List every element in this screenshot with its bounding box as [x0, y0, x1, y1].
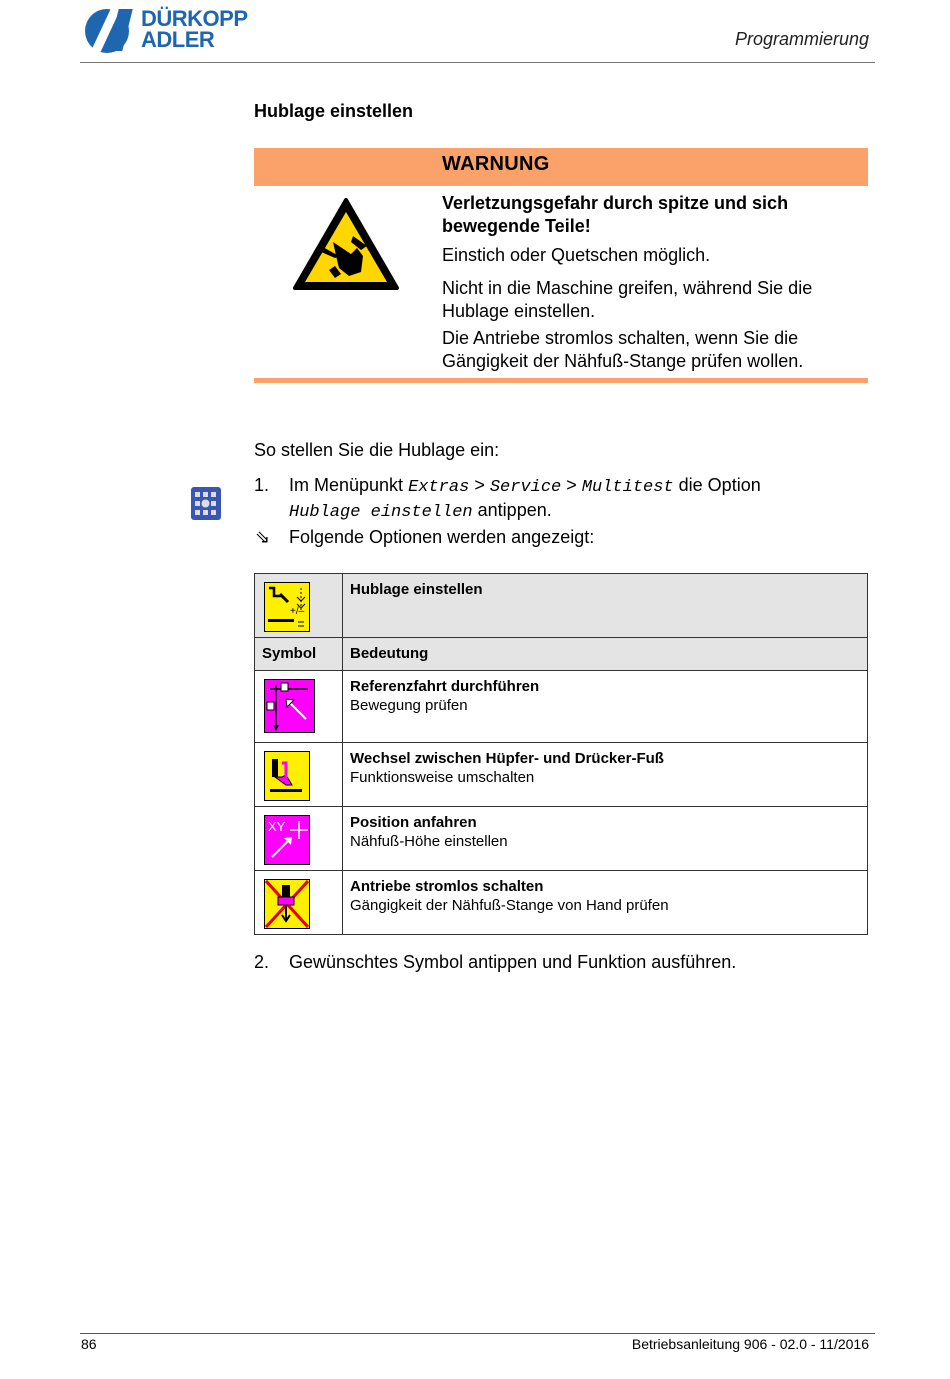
warning-line-1: Einstich oder Quetschen möglich.: [442, 245, 711, 265]
step-1-mid: die Option: [678, 475, 761, 495]
col-symbol-label: Symbol: [262, 645, 317, 662]
warning-header-bar: [254, 148, 868, 186]
warning-line-3: Die Antriebe stromlos schalten, wenn Sie die Gängigkeit der Nähfuß-Stange prüfen wollen.: [442, 328, 804, 371]
reference-run-icon[interactable]: [264, 679, 315, 733]
path-separator: >: [474, 475, 485, 495]
menu-path-extras: Extras: [408, 478, 470, 497]
col-header-symbol: [255, 638, 343, 671]
svg-text:XY: XY: [268, 819, 286, 834]
step-2-number: 2.: [254, 952, 270, 972]
step-2-text: Gewünschtes Symbol antippen und Funktion ausführen.: [289, 952, 737, 972]
brand-wordmark: [141, 8, 248, 50]
result-text: Folgende Optionen werden angezeigt:: [289, 527, 595, 547]
svg-text:+/–: +/–: [290, 606, 305, 617]
options-table: [254, 573, 868, 935]
table-row: [255, 871, 868, 935]
page-title: Hublage einstellen: [254, 101, 414, 121]
hand-crush-warning-icon: [291, 196, 401, 292]
menu-path-service: Service: [489, 478, 562, 497]
table-row: [255, 807, 868, 871]
drives-off-icon[interactable]: [264, 879, 310, 929]
step-1-text: [289, 474, 849, 524]
header-section-title: Programmierung: [734, 29, 869, 49]
row-description: Funktionsweise umschalten: [350, 769, 535, 786]
row-description: Nähfuß-Höhe einstellen: [350, 833, 508, 850]
row-title: Wechsel zwischen Hüpfer- und Drücker-Fuß: [350, 750, 664, 767]
col-header-meaning: [343, 638, 868, 671]
warning-line-2: Nicht in die Maschine greifen, während Sie die Hublage einstellen.: [442, 278, 813, 321]
document-reference: Betriebsanleitung 906 - 02.0 - 11/2016: [631, 1336, 869, 1352]
xy-position-icon[interactable]: [264, 815, 310, 865]
option-name: Hublage einstellen: [289, 503, 473, 522]
footer-divider: [80, 1333, 875, 1334]
title-icon-cell: [255, 574, 343, 638]
table-row: [255, 671, 868, 743]
brand-line-1: DÜRKOPP: [141, 6, 248, 31]
row-description: Gängigkeit der Nähfuß-Stange von Hand prüfen: [350, 897, 669, 914]
menu-path-multitest: Multitest: [581, 478, 674, 497]
intro-text: So stellen Sie die Hublage ein:: [254, 440, 500, 460]
table-title-cell: [343, 574, 868, 638]
symbol-cell: [255, 807, 343, 871]
warning-label: WARNUNG: [442, 153, 550, 175]
row-title: Position anfahren: [350, 814, 477, 831]
meaning-cell: [343, 871, 868, 935]
meaning-cell: [343, 671, 868, 743]
page-number: 86: [81, 1336, 97, 1352]
result-arrow-icon: ⇘: [255, 527, 271, 547]
col-meaning-label: Bedeutung: [350, 645, 429, 662]
row-title: Referenzfahrt durchführen: [350, 678, 540, 695]
warning-bottom-bar: [254, 378, 868, 383]
settings-grid-icon: [191, 487, 221, 520]
row-title: Antriebe stromlos schalten: [350, 878, 544, 895]
symbol-cell: [255, 871, 343, 935]
step-1-number: 1.: [254, 475, 270, 495]
brand-line-2: ADLER: [141, 27, 215, 52]
symbol-cell: [255, 671, 343, 743]
warning-heading: Verletzungsgefahr durch spitze und sich bewegende Teile!: [442, 193, 789, 236]
foot-switch-icon[interactable]: [264, 751, 310, 801]
path-separator: >: [566, 475, 577, 495]
meaning-cell: [343, 807, 868, 871]
meaning-cell: [343, 743, 868, 807]
symbol-cell: [255, 743, 343, 807]
table-header-row: [255, 638, 868, 671]
step-1-end: antippen.: [477, 500, 552, 520]
table-title-row: [255, 574, 868, 638]
row-description: Bewegung prüfen: [350, 697, 468, 714]
presser-foot-lift-icon: [264, 582, 310, 632]
table-row: [255, 743, 868, 807]
step-1-lead: Im Menüpunkt: [289, 475, 404, 495]
header-divider: [80, 62, 875, 63]
table-title: Hublage einstellen: [350, 581, 483, 598]
